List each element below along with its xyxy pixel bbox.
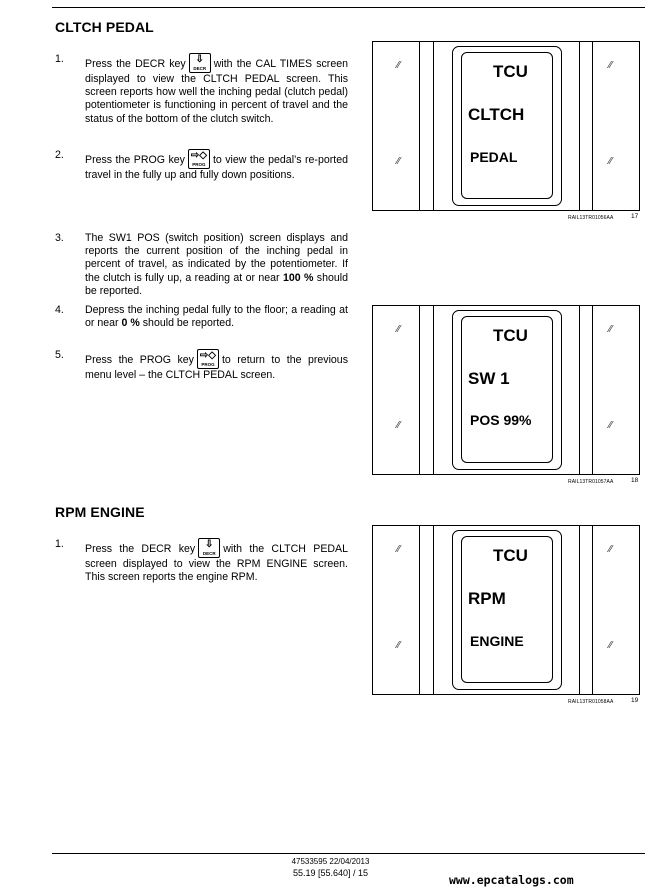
display-figure-18 [372, 305, 640, 475]
glare-icon: ⁄⁄ [609, 544, 613, 555]
step-2: 2. Press the PROG key ⇨◇ PROG to view the pedal’s re-ported travel in the fully up and fully down positions. [55, 149, 348, 181]
footer-doc-id: 47533595 22/04/2013 [291, 857, 370, 866]
glare-icon: ⁄⁄ [609, 420, 613, 431]
figure-number: 19 [631, 697, 639, 704]
screen-line-1: TCU [493, 546, 528, 565]
top-rule [52, 7, 645, 8]
display-figure-19 [372, 525, 640, 695]
glare-icon: ⁄⁄ [609, 324, 613, 335]
screen-line-3: POS 99% [470, 412, 532, 428]
decr-key-icon: ⇩ DECR [189, 53, 211, 73]
display-figure-17 [372, 41, 640, 211]
screen-line-1: TCU [493, 62, 528, 81]
prog-key-icon: ⇨◇ PROG [188, 149, 210, 169]
step-3: 3. The SW1 POS (switch position) screen displays and reports the current position of the inching pedal in percent of travel, as indicated by the potentiometer. If the clutch is fully up, a reading at or near 100 % should be reported. [55, 232, 349, 297]
glare-icon: ⁄⁄ [397, 156, 401, 167]
screen-line-3: ENGINE [470, 633, 524, 649]
step-rpm-1: 1. Press the DECR key ⇩ DECR with the CLTCH PEDAL screen displayed to view the RPM ENGINE screen. This screen reports the engine RPM. [55, 538, 348, 584]
screen-line-3: PEDAL [470, 149, 518, 165]
step-1: 1. Press the DECR key ⇩ DECR with the CAL TIMES screen displayed to view the CLTCH PEDAL screen. This screen reports how well the inching pedal (clutch pedal) potentiometer is functioning in percent of travel and the status of the bottom of the clutch switch. [55, 53, 349, 125]
prog-key-icon: ⇨◇ PROG [197, 349, 219, 369]
glare-icon: ⁄⁄ [397, 640, 401, 651]
figure-number: 18 [631, 477, 639, 484]
glare-icon: ⁄⁄ [397, 60, 401, 71]
screen-line-2: CLTCH [468, 105, 525, 124]
glare-icon: ⁄⁄ [609, 156, 613, 167]
glare-icon: ⁄⁄ [397, 324, 401, 335]
screen-line-2: RPM [468, 589, 506, 608]
figure-caption: RAIL13TR01057AA [568, 479, 614, 485]
figure-number: 17 [631, 213, 639, 220]
figure-caption: RAIL13TR01056AA [568, 215, 614, 221]
glare-icon: ⁄⁄ [609, 640, 613, 651]
section-title-cltch-pedal: CLTCH PEDAL [55, 19, 154, 35]
watermark: www.epcatalogs.com [449, 873, 574, 887]
section-title-rpm-engine: RPM ENGINE [55, 504, 145, 520]
glare-icon: ⁄⁄ [397, 420, 401, 431]
glare-icon: ⁄⁄ [609, 60, 613, 71]
glare-icon: ⁄⁄ [397, 544, 401, 555]
figure-caption: RAIL13TR01058AA [568, 699, 614, 705]
screen-line-1: TCU [493, 326, 528, 345]
step-4: 4. Depress the inching pedal fully to the floor; a reading at or near 0 % should be reported. [55, 304, 348, 330]
step-5: 5. Press the PROG key ⇨◇ PROG to return to the previous menu level – the CLTCH PEDAL screen. [55, 349, 348, 381]
bottom-rule [52, 853, 645, 854]
screen-line-2: SW 1 [468, 369, 510, 388]
footer-page-ref: 55.19 [55.640] / 15 [292, 868, 369, 878]
decr-key-icon: ⇩ DECR [198, 538, 220, 558]
